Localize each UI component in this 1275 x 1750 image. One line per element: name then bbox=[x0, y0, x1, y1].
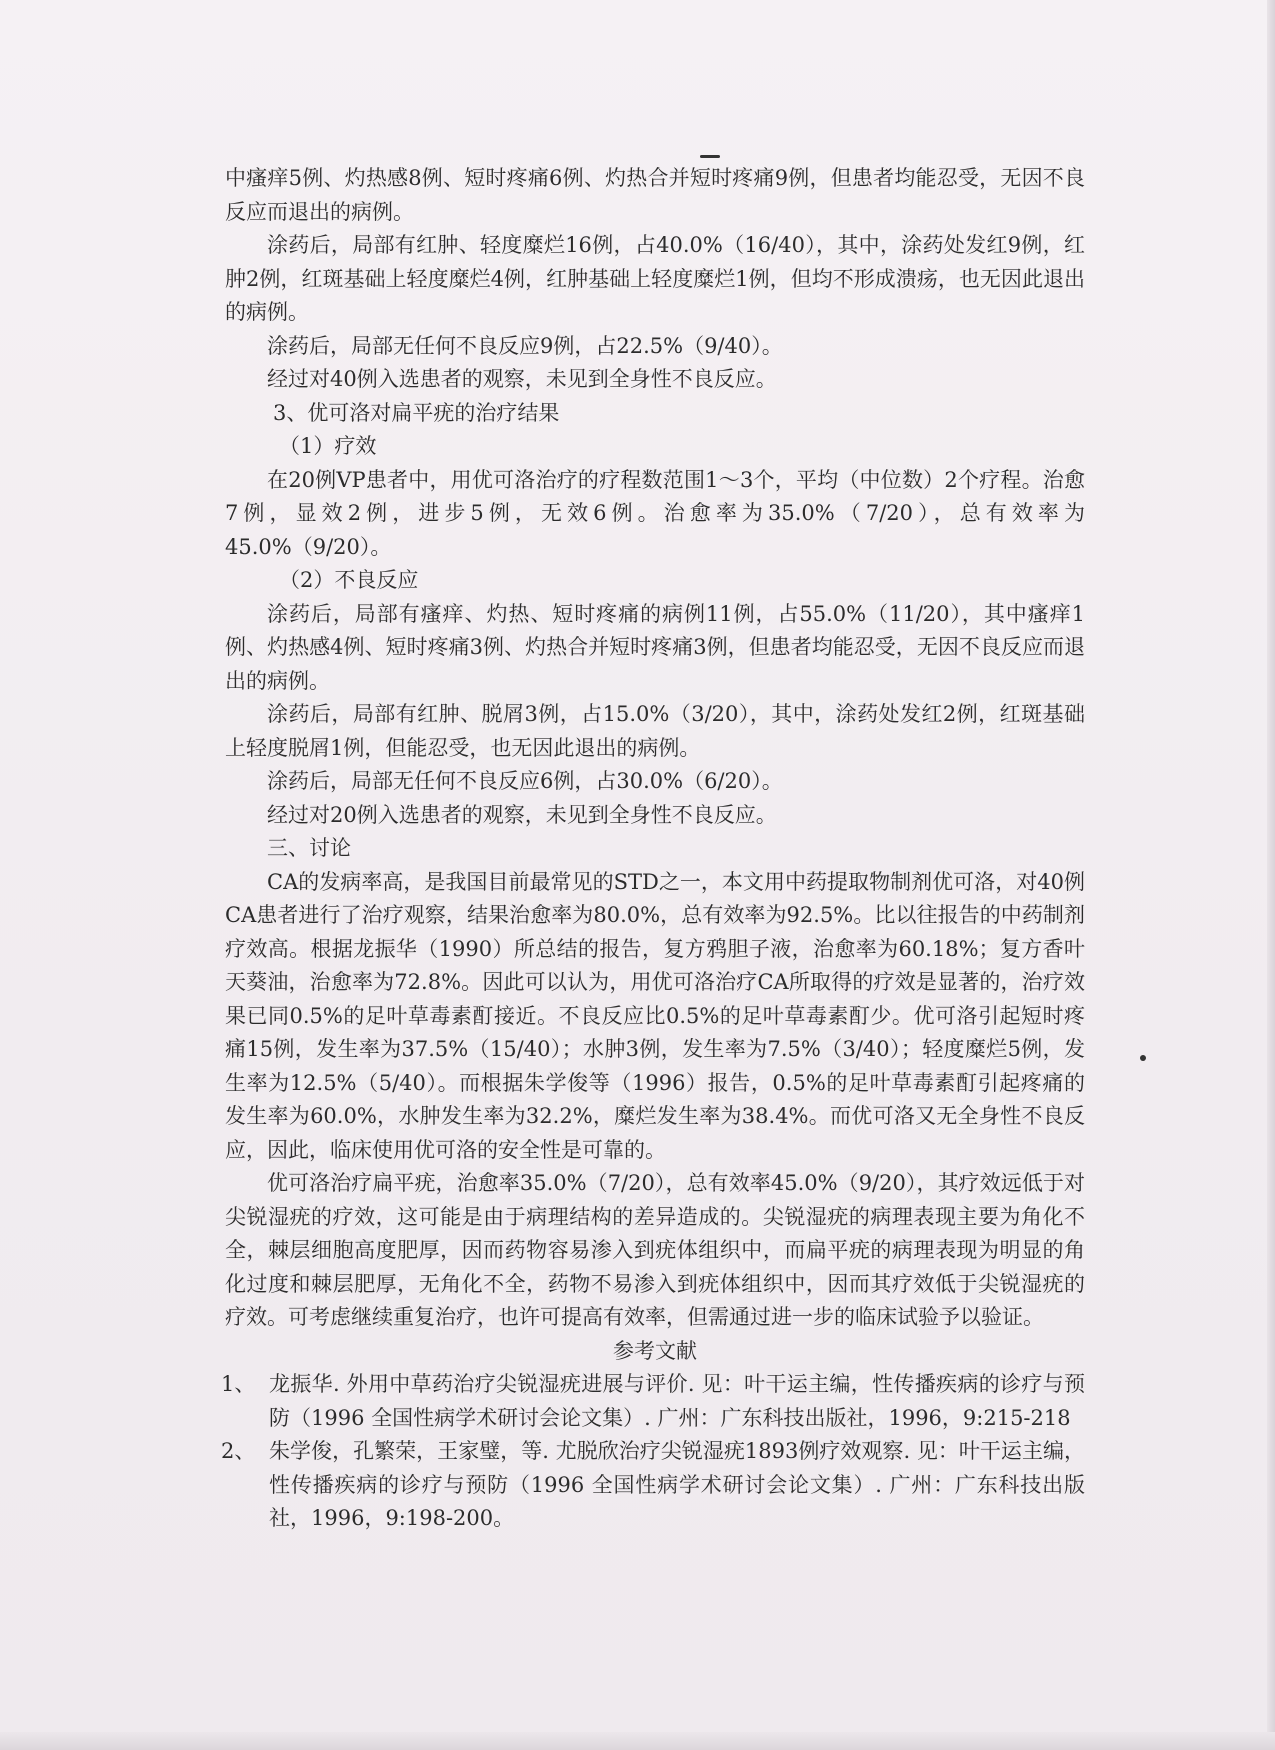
paragraph: 中瘙痒5例、灼热感8例、短时疼痛6例、灼热合并短时疼痛9例，但患者均能忍受，无因不良反应而退出的病例。 bbox=[225, 166, 1085, 224]
paragraph: 涂药后，局部无任何不良反应9例，占22.5%（9/40）。 bbox=[267, 333, 783, 358]
subsection-heading: （1）疗效 bbox=[279, 434, 377, 458]
paragraph: 在20例VP患者中，用优可洛治疗的疗程数范围1～3个，平均（中位数）2个疗程。治愈7例，显效2例，进步5例，无效6例。治愈率为35.0%（7/20），总有效率为45.0%（9/20）。 bbox=[225, 467, 1085, 559]
paragraph: 经过对40例入选患者的观察，未见到全身性不良反应。 bbox=[267, 367, 777, 391]
document-body bbox=[221, 162, 1085, 1536]
reference-item bbox=[221, 1435, 1085, 1536]
paragraph: 涂药后，局部有红肿、脱屑3例，占15.0%（3/20），其中，涂药处发红2例，红斑基础上轻度脱屑1例，但能忍受，也无因此退出的病例。 bbox=[225, 702, 1085, 760]
subsection-heading: （2）不良反应 bbox=[279, 568, 419, 592]
reference-text: 朱学俊，孔繁荣，王家璧，等. 尤脱欣治疗尖锐湿疣1893例疗效观察. 见：叶干运主编，性传播疾病的诊疗与预防（1996 全国性病学术研讨会论文集）. 广州：广东科技出版社，1996，9:198-200。 bbox=[269, 1439, 1085, 1530]
paragraph: 优可洛治疗扁平疣，治愈率35.0%（7/20），总有效率45.0%（9/20），其疗效远低于对尖锐湿疣的疗效，这可能是由于病理结构的差异造成的。尖锐湿疣的病理表现主要为角化不全，棘层细胞高度肥厚，因而药物容易渗入到疣体组织中，而扁平疣的病理表现为明显的角化过度和棘层肥厚，无角化不全，药物不易渗入到疣体组织中，因而其疗效低于尖锐湿疣的疗效。可考虑继续重复治疗，也许可提高有效率，但需通过进一步的临床试验予以验证。 bbox=[225, 1171, 1085, 1329]
paragraph: CA的发病率高，是我国目前最常见的STD之一，本文用中药提取物制剂优可洛，对40例CA患者进行了治疗观察，结果治愈率为80.0%，总有效率为92.5%。比以往报告的中药制剂疗效高。根据龙振华（1990）所总结的报告，复方鸦胆子液，治愈率为60.18%；复方香叶天葵油，治愈率为72.8%。因此可以认为，用优可洛治疗CA所取得的疗效是显著的，治疗效果已同0.5%的足叶草毒素酊接近。不良反应比0.5%的足叶草毒素酊少。优可洛引起短时疼痛15例，发生率为37.5%（15/40）；水肿3例，发生率为7.5%（3/40）；轻度糜烂5例，发生率为12.5%（5/40）。而根据朱学俊等（1996）报告，0.5%的足叶草毒素酊引起疼痛的发生率为60.0%，水肿发生率为32.2%，糜烂发生率为38.4%。而优可洛又无全身性不良反应，因此，临床使用优可洛的安全性是可靠的。 bbox=[225, 869, 1085, 1162]
reference-number: 2、 bbox=[221, 1439, 256, 1463]
section-heading: 3、优可洛对扁平疣的治疗结果 bbox=[273, 400, 560, 425]
page-edge-bottom bbox=[0, 1732, 1275, 1750]
page-edge-right bbox=[1267, 0, 1275, 1750]
scan-mark bbox=[700, 155, 720, 158]
paragraph: 涂药后，局部有瘙痒、灼热、短时疼痛的病例11例，占55.0%（11/20），其中瘙痒1例、灼热感4例、短时疼痛3例、灼热合并短时疼痛3例，但患者均能忍受，无因不良反应而退出的病例。 bbox=[225, 601, 1085, 693]
reference-text: 龙振华. 外用中草药治疗尖锐湿疣进展与评价. 见：叶干运主编，性传播疾病的诊疗与预防（1996 全国性病学术研讨会论文集）. 广州：广东科技出版社，1996，9:215-218 bbox=[269, 1372, 1085, 1430]
paragraph: 涂药后，局部有红肿、轻度糜烂16例，占40.0%（16/40），其中，涂药处发红9例，红肿2例，红斑基础上轻度糜烂4例，红肿基础上轻度糜烂1例，但均不形成溃疡，也无因此退出的病例。 bbox=[225, 233, 1085, 324]
reference-item bbox=[221, 1368, 1085, 1435]
scan-speck bbox=[1140, 1055, 1146, 1061]
section-heading: 三、讨论 bbox=[267, 836, 351, 860]
reference-number: 1、 bbox=[221, 1372, 256, 1396]
paragraph: 涂药后，局部无任何不良反应6例，占30.0%（6/20）。 bbox=[267, 769, 783, 793]
references-heading: 参考文献 bbox=[613, 1338, 697, 1363]
paragraph: 经过对20例入选患者的观察，未见到全身性不良反应。 bbox=[267, 802, 777, 827]
